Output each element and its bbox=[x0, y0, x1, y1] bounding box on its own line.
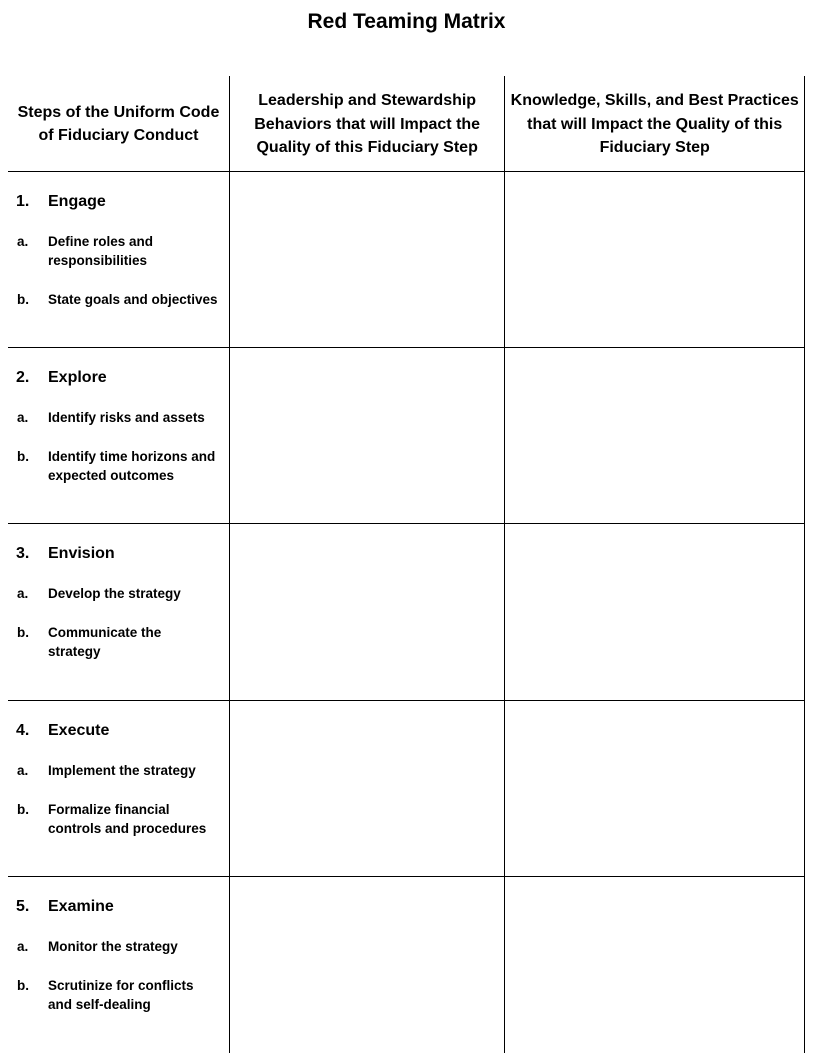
sub-item-text: Identify time horizons and expected outcomes bbox=[48, 449, 216, 484]
leadership-cell bbox=[229, 700, 505, 876]
sub-item-letter: b. bbox=[17, 978, 29, 994]
step-name: Examine bbox=[48, 898, 114, 916]
sub-item bbox=[17, 408, 229, 427]
sub-item bbox=[17, 623, 229, 661]
header-steps: Steps of the Uniform Code of Fiduciary Conduct bbox=[8, 76, 229, 171]
header-row bbox=[8, 76, 805, 171]
sub-item bbox=[17, 232, 229, 270]
step-number: 5. bbox=[16, 898, 30, 916]
sub-item-text: Communicate the strategy bbox=[48, 625, 162, 660]
sub-item-text: Develop the strategy bbox=[48, 586, 181, 602]
step-title bbox=[16, 368, 229, 388]
step-number: 3. bbox=[16, 545, 30, 563]
step-cell bbox=[8, 524, 229, 700]
sub-item bbox=[17, 937, 229, 956]
knowledge-cell bbox=[505, 877, 805, 1053]
knowledge-cell bbox=[505, 348, 805, 524]
step-name: Explore bbox=[48, 369, 107, 387]
leadership-cell bbox=[229, 348, 505, 524]
sub-item bbox=[17, 976, 229, 1014]
header-knowledge: Knowledge, Skills, and Best Practices that will Impact the Quality of this Fiduciary Step bbox=[505, 76, 805, 171]
sub-item-letter: b. bbox=[17, 625, 29, 641]
sub-item-text: Scrutinize for conflicts and self-dealing bbox=[48, 978, 194, 1013]
sub-item-letter: a. bbox=[17, 586, 29, 602]
sub-item-text: Implement the strategy bbox=[48, 762, 196, 778]
step-cell bbox=[8, 877, 229, 1053]
step-name: Engage bbox=[48, 192, 106, 210]
page-title: Red Teaming Matrix bbox=[307, 10, 506, 33]
sub-item bbox=[17, 447, 229, 485]
step-title bbox=[16, 192, 229, 212]
step-row-engage bbox=[8, 171, 805, 347]
knowledge-cell bbox=[505, 524, 805, 700]
step-cell bbox=[8, 348, 229, 524]
sub-item-text: Formalize financial controls and procedures bbox=[48, 801, 207, 836]
sub-item-text: Define roles and responsibilities bbox=[48, 233, 154, 268]
sub-item-letter: b. bbox=[17, 449, 29, 465]
red-teaming-matrix bbox=[8, 76, 805, 1053]
step-name: Envision bbox=[48, 545, 115, 563]
step-number: 1. bbox=[16, 192, 30, 210]
step-number: 4. bbox=[16, 721, 30, 739]
sub-item bbox=[17, 290, 229, 309]
sub-item bbox=[17, 761, 229, 780]
step-row-execute bbox=[8, 700, 805, 876]
leadership-cell bbox=[229, 877, 505, 1053]
sub-item-letter: b. bbox=[17, 801, 29, 817]
sub-item-letter: a. bbox=[17, 233, 29, 249]
step-title bbox=[16, 897, 229, 917]
step-row-envision bbox=[8, 524, 805, 700]
header-leadership: Leadership and Stewardship Behaviors that will Impact the Quality of this Fiduciary Step bbox=[229, 76, 505, 171]
step-cell bbox=[8, 700, 229, 876]
sub-item-letter: a. bbox=[17, 410, 29, 426]
sub-item-letter: a. bbox=[17, 939, 29, 955]
step-row-explore bbox=[8, 348, 805, 524]
sub-item bbox=[17, 800, 229, 838]
step-number: 2. bbox=[16, 369, 30, 387]
sub-item-letter: a. bbox=[17, 762, 29, 778]
step-cell bbox=[8, 171, 229, 347]
sub-item-text: Monitor the strategy bbox=[48, 939, 178, 955]
knowledge-cell bbox=[505, 700, 805, 876]
step-title bbox=[16, 721, 229, 741]
sub-item bbox=[17, 584, 229, 603]
step-row-examine bbox=[8, 877, 805, 1053]
sub-item-text: Identify risks and assets bbox=[48, 410, 205, 426]
knowledge-cell bbox=[505, 171, 805, 347]
step-name: Execute bbox=[48, 721, 110, 739]
step-title bbox=[16, 544, 229, 564]
leadership-cell bbox=[229, 524, 505, 700]
sub-item-text: State goals and objectives bbox=[48, 291, 218, 307]
sub-item-letter: b. bbox=[17, 291, 29, 307]
leadership-cell bbox=[229, 171, 505, 347]
